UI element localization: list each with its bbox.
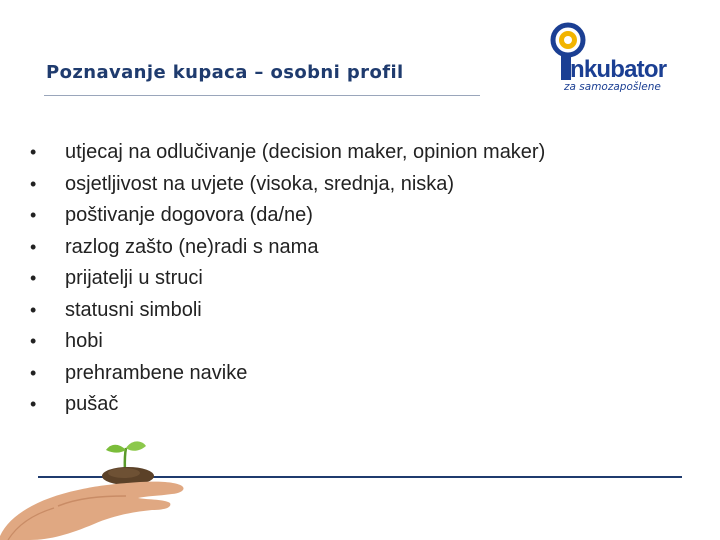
title-divider: [44, 95, 480, 96]
hand-with-seedling-icon: [0, 436, 190, 540]
list-item-text: poštivanje dogovora (da/ne): [65, 204, 313, 226]
bullet-icon: •: [30, 205, 37, 225]
list-item-text: prehrambene navike: [65, 361, 248, 384]
list-item-text: razlog zašto (ne)radi s nama: [65, 235, 319, 258]
list-item-text: utjecaj na odlučivanje (decision maker, opinion maker): [65, 141, 546, 163]
slide-title: Poznavanje kupaca – osobni profil: [46, 62, 404, 83]
list-item-text: pušač: [65, 393, 119, 415]
bullet-icon: •: [30, 142, 37, 162]
bullet-icon: •: [30, 268, 37, 288]
bullet-icon: •: [30, 173, 37, 194]
bullet-icon: •: [30, 331, 37, 351]
bullet-icon: •: [30, 394, 37, 414]
bullet-icon: •: [30, 236, 37, 257]
logo-wordmark: nkubator: [570, 56, 667, 83]
list-item-text: osjetljivost na uvjete (visoka, srednja, niska): [65, 172, 455, 195]
list-item-text: prijatelji u struci: [65, 267, 203, 289]
bullet-icon: •: [30, 362, 37, 383]
list-item-text: statusni simboli: [65, 298, 202, 321]
list-item-text: hobi: [65, 330, 103, 352]
inkubator-logo: [548, 20, 684, 96]
bullet-icon: •: [30, 299, 37, 320]
logo-tagline: za samozapošlene: [564, 81, 661, 93]
